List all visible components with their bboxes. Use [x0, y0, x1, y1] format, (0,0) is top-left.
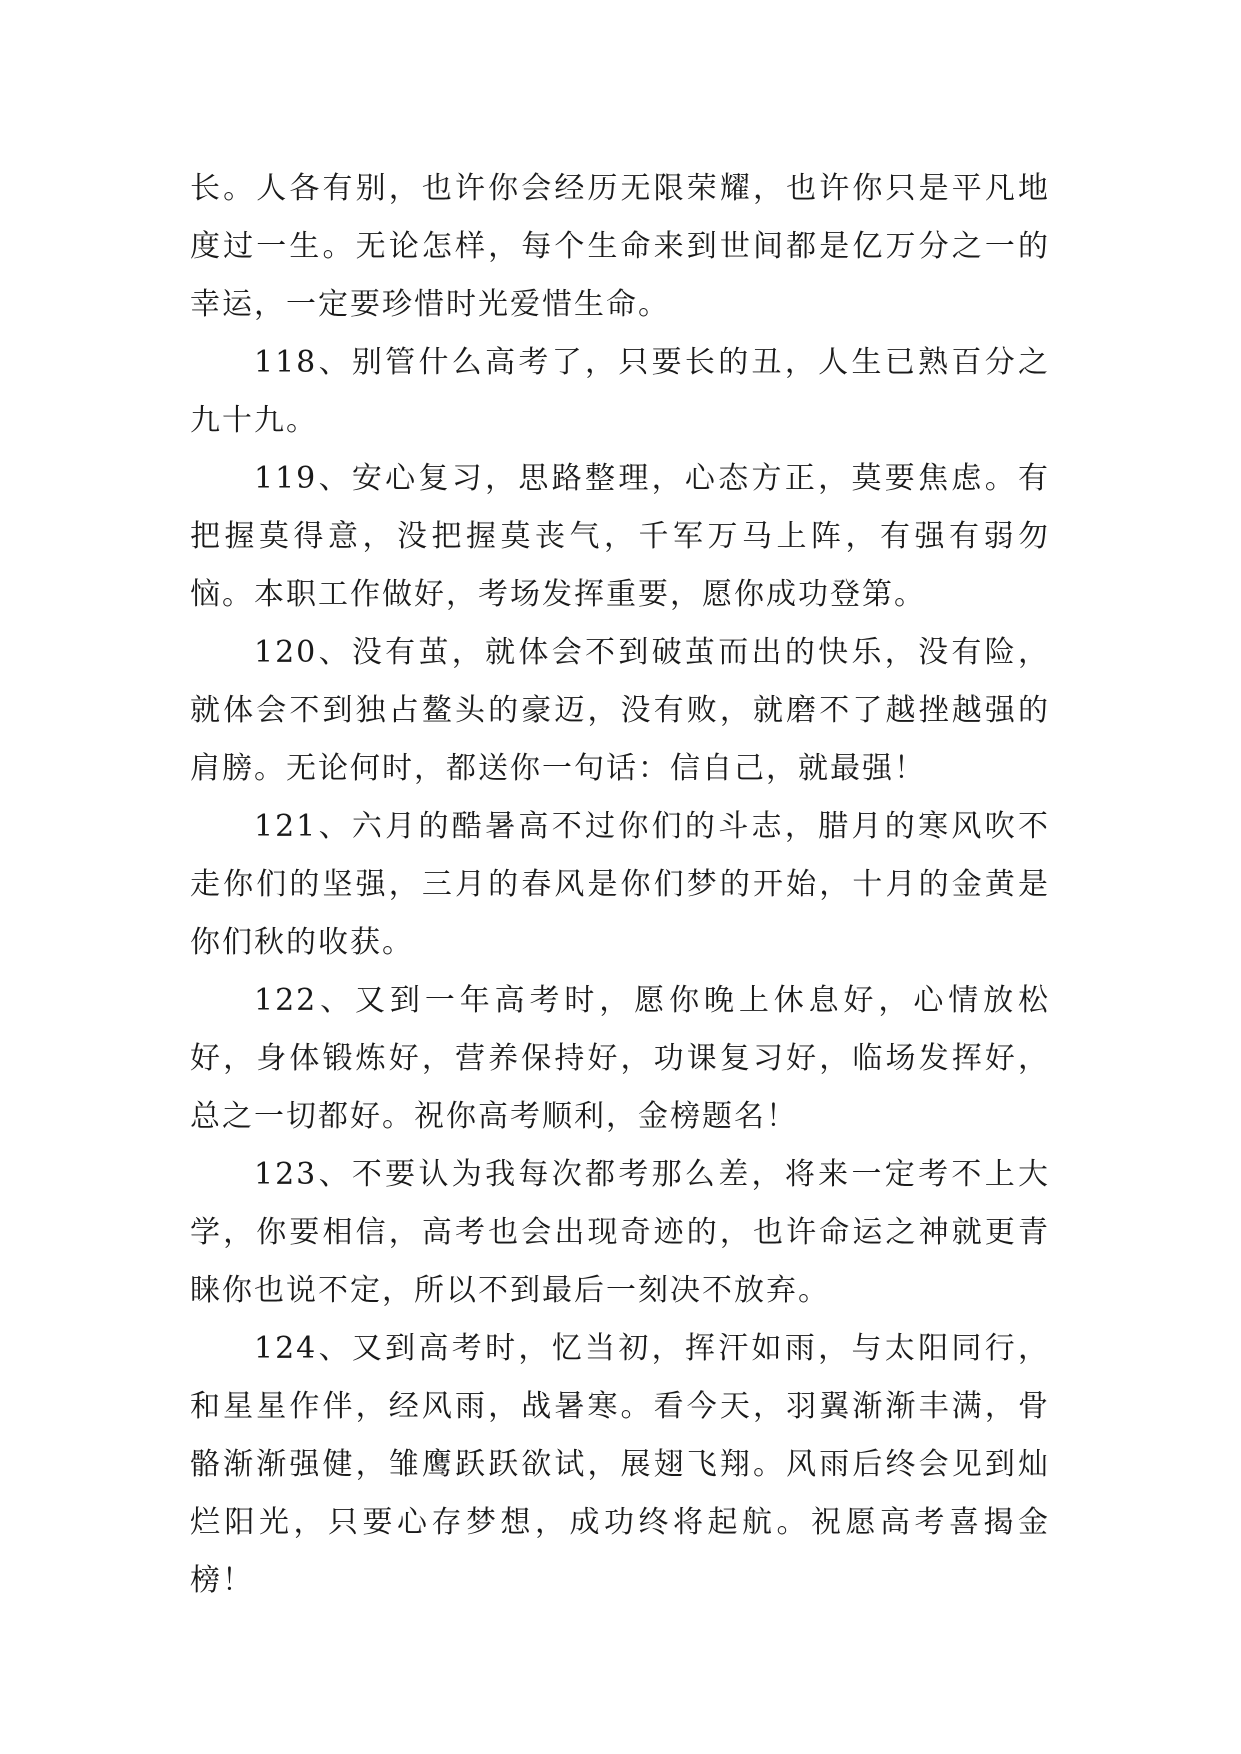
paragraph-119: 119、安心复习，思路整理，心态方正，莫要焦虑。有把握莫得意，没把握莫丧气，千军万马上阵，有强有弱勿恼。本职工作做好，考场发挥重要，愿你成功登第。 [190, 461, 1050, 612]
paragraph-121: 121、六月的酷暑高不过你们的斗志，腊月的寒风吹不走你们的坚强，三月的春风是你们梦的开始，十月的金黄是你们秋的收获。 [190, 809, 1050, 960]
paragraph-continuation: 长。人各有别，也许你会经历无限荣耀，也许你只是平凡地度过一生。无论怎样，每个生命来到世间都是亿万分之一的幸运，一定要珍惜时光爱惜生命。 [190, 171, 1050, 322]
document-body [190, 160, 1050, 1610]
paragraph-124: 124、又到高考时，忆当初，挥汗如雨，与太阳同行，和星星作伴，经风雨，战暑寒。看今天，羽翼渐渐丰满，骨骼渐渐强健，雏鹰跃跃欲试，展翅飞翔。风雨后终会见到灿烂阳光，只要心存梦想，成功终将起航。祝愿高考喜揭金榜！ [190, 1331, 1050, 1598]
paragraph-122: 122、又到一年高考时，愿你晚上休息好，心情放松好，身体锻炼好，营养保持好，功课复习好，临场发挥好，总之一切都好。祝你高考顺利，金榜题名！ [190, 983, 1050, 1134]
paragraph-120: 120、没有茧，就体会不到破茧而出的快乐，没有险，就体会不到独占鳌头的豪迈，没有败，就磨不了越挫越强的肩膀。无论何时，都送你一句话：信自己，就最强！ [190, 635, 1050, 786]
paragraph-123: 123、不要认为我每次都考那么差，将来一定考不上大学，你要相信，高考也会出现奇迹的，也许命运之神就更青睐你也说不定，所以不到最后一刻决不放弃。 [190, 1157, 1050, 1308]
paragraph-118: 118、别管什么高考了，只要长的丑，人生已熟百分之九十九。 [190, 345, 1050, 438]
